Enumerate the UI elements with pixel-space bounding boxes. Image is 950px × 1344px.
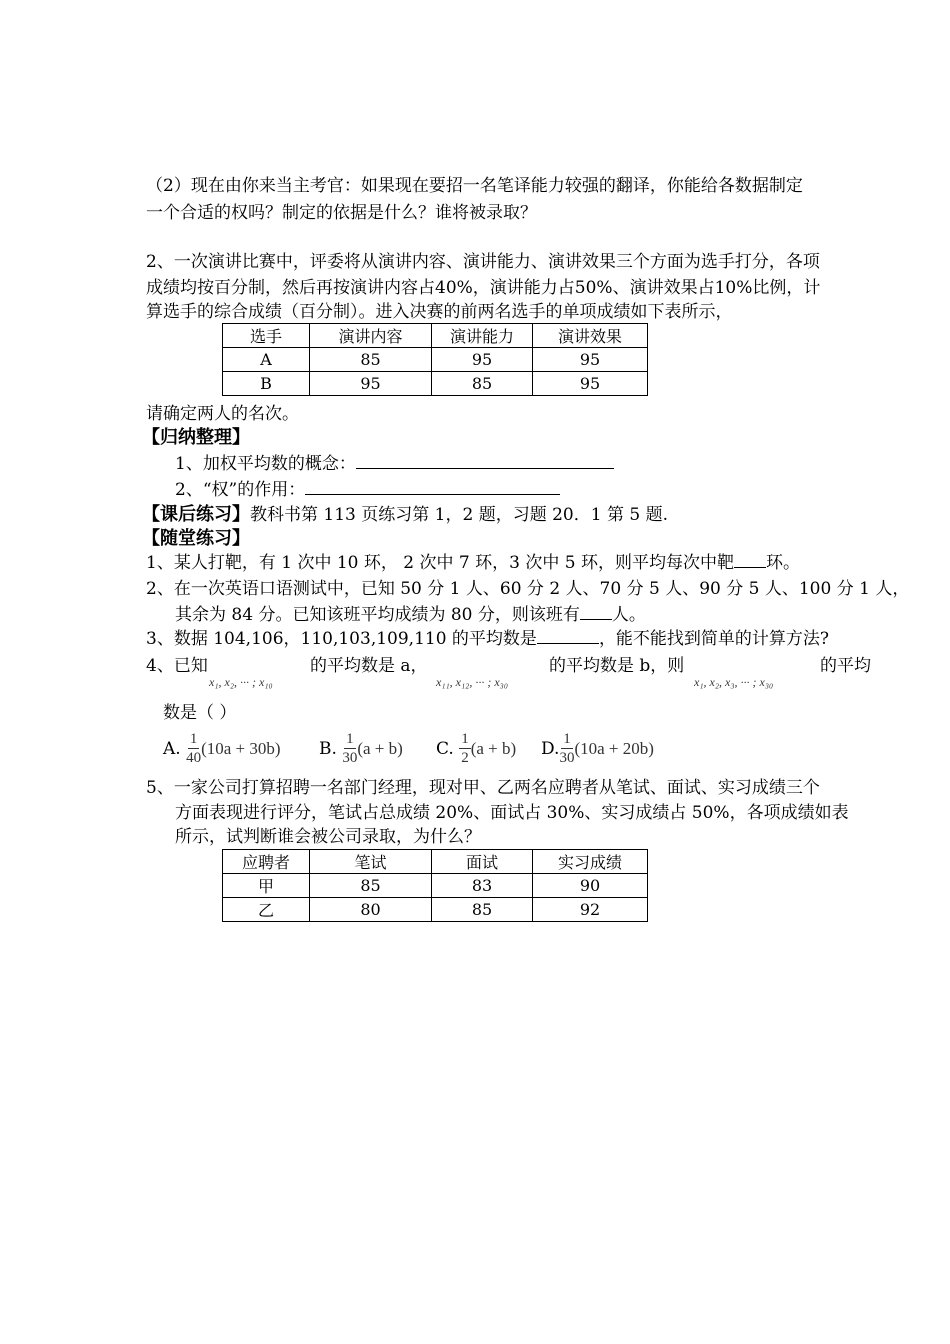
- p2-line-3: 算选手的综合成绩（百分制）。进入决赛的前两名选手的单项成绩如下表所示，: [146, 302, 733, 322]
- practice-q5-line-3: 所示，试判断谁会被公司录取，为什么？: [175, 827, 481, 847]
- sequence-x11-x30: x₁₁, x₁₂, ··· ; x₃₀: [436, 675, 509, 689]
- practice-q3: [146, 627, 829, 651]
- fraction-numerator: 1: [189, 731, 198, 747]
- table-cell: 甲: [223, 874, 310, 898]
- homework-title: 【课后练习】: [142, 504, 250, 525]
- table-header-row: [223, 324, 648, 348]
- table-header-cell: 演讲效果: [533, 324, 648, 348]
- table-cell: 90: [533, 874, 648, 898]
- option-label: B.: [319, 738, 337, 759]
- fraction: [342, 730, 357, 767]
- answer-blank[interactable]: [580, 603, 612, 620]
- option-expression: (10a + 30b): [201, 738, 281, 758]
- table-cell: 85: [432, 372, 533, 396]
- summary-title: 【归纳整理】: [142, 427, 250, 448]
- option-c[interactable]: [436, 730, 516, 767]
- table-cell: 92: [533, 898, 648, 922]
- option-label: D.: [541, 738, 560, 759]
- summary-item-1: [175, 452, 614, 476]
- answer-blank[interactable]: [356, 452, 614, 469]
- sequence-x1-x10: x₁, x₂, ··· ; x₁₀: [209, 675, 273, 689]
- practice-q4-d: 的平均: [820, 656, 871, 676]
- table-cell: 95: [533, 372, 648, 396]
- option-a[interactable]: [163, 730, 281, 767]
- table-cell: 95: [533, 348, 648, 372]
- answer-blank[interactable]: [305, 478, 560, 495]
- practice-q4-e: 数是（ ）: [163, 703, 237, 723]
- table-header-cell: 笔试: [310, 850, 432, 874]
- practice-q2-line-1: 2、在一次英语口语测试中，已知 50 分 1 人、60 分 2 人、70 分 5 人、90 分 5 人、100 分 1 人，: [146, 579, 910, 599]
- p2-after-table: 请确定两人的名次。: [146, 404, 299, 424]
- table-cell: 乙: [223, 898, 310, 922]
- table-cell: 85: [310, 874, 432, 898]
- table-row: [223, 348, 648, 372]
- q2-line-1: （2）现在由你来当主考官：如果现在要招一名笔译能力较强的翻译，你能给各数据制定: [146, 176, 803, 196]
- table-cell: B: [223, 372, 310, 396]
- homework-text: 教科书第 113 页练习第 1，2 题，习题 20．1 第 5 题.: [250, 505, 668, 525]
- table-header-cell: 面试: [432, 850, 533, 874]
- table-cell: A: [223, 348, 310, 372]
- table-header-row: [223, 850, 648, 874]
- table-cell: 83: [432, 874, 533, 898]
- fraction-numerator: 1: [563, 731, 571, 747]
- p2-line-2: 成绩均按百分制，然后再按演讲内容占40%，演讲能力占50%、演讲效果占10%比例，计: [146, 278, 821, 298]
- option-d[interactable]: [541, 730, 654, 767]
- fraction-numerator: 1: [346, 731, 354, 747]
- table-cell: 85: [310, 348, 432, 372]
- homework-line: [142, 503, 668, 527]
- fraction-denominator: 30: [559, 750, 575, 766]
- option-label: C.: [436, 738, 454, 759]
- q1-unit: 环。: [765, 553, 800, 573]
- table-cell: 95: [310, 372, 432, 396]
- practice-q2-line-2: [175, 603, 646, 627]
- fraction-denominator: 40: [186, 750, 202, 766]
- table-header-cell: 选手: [223, 324, 310, 348]
- practice-q5-line-1: 5、一家公司打算招聘一名部门经理，现对甲、乙两名应聘者从笔试、面试、实习成绩三个: [146, 778, 820, 798]
- table-cell: 80: [310, 898, 432, 922]
- p2-line-1: 2、一次演讲比赛中，评委将从演讲内容、演讲能力、演讲效果三个方面为选手打分，各项: [146, 252, 820, 272]
- table-header-cell: 实习成绩: [533, 850, 648, 874]
- q3-tail: ，能不能找到简单的计算方法?: [598, 629, 830, 649]
- table-cell: 95: [432, 348, 533, 372]
- fraction: [459, 730, 471, 767]
- fraction-denominator: 2: [461, 750, 469, 766]
- option-expression: (10a + 20b): [574, 738, 654, 758]
- practice-q4-a: 4、已知: [146, 656, 208, 676]
- answer-blank[interactable]: [537, 627, 599, 644]
- table-header-cell: 演讲能力: [432, 324, 533, 348]
- practice-q5-line-2: 方面表现进行评分，笔试占总成绩 20%、面试占 30%、实习成绩占 50%，各项成绩如表: [175, 803, 849, 823]
- practice-q1: [146, 551, 800, 575]
- fraction: [559, 730, 574, 767]
- table-header-cell: 演讲内容: [310, 324, 432, 348]
- table-row: [223, 372, 648, 396]
- table-row: [223, 898, 648, 922]
- option-expression: (a + b): [357, 738, 403, 758]
- summary-item-1-label: 1、加权平均数的概念：: [175, 454, 356, 474]
- fraction-denominator: 30: [342, 750, 358, 766]
- applicant-score-table: [222, 849, 648, 922]
- table-header-cell: 应聘者: [223, 850, 310, 874]
- table-row: [223, 874, 648, 898]
- q2-unit: 人。: [611, 605, 646, 625]
- table-cell: 85: [432, 898, 533, 922]
- option-expression: (a + b): [470, 738, 517, 758]
- fraction-numerator: 1: [461, 731, 469, 747]
- practice-title: 【随堂练习】: [142, 528, 250, 549]
- q1-text: 1、某人打靶，有 1 次中 10 环， 2 次中 7 环，3 次中 5 环，则平均每次中靶: [146, 553, 734, 573]
- practice-q4-b: 的平均数是 a，: [310, 656, 428, 676]
- speech-score-table: [222, 323, 648, 396]
- summary-item-2: [175, 478, 560, 502]
- sequence-x1-x30: x₁, x₂, x₃, ··· ; x₃₀: [694, 675, 774, 689]
- practice-q4-c: 的平均数是 b，则: [549, 656, 685, 676]
- q2-line-2: 一个合适的权吗？制定的依据是什么？谁将被录取？: [146, 203, 537, 223]
- answer-blank[interactable]: [734, 551, 766, 568]
- option-b[interactable]: [319, 730, 403, 767]
- summary-item-2-label: 2、“权”的作用：: [175, 480, 306, 500]
- q2-text: 其余为 84 分。已知该班平均成绩为 80 分，则该班有: [175, 605, 580, 625]
- q3-text: 3、数据 104,106，110,103,109,110 的平均数是: [146, 629, 537, 649]
- fraction: [186, 730, 201, 767]
- option-label: A.: [163, 738, 181, 759]
